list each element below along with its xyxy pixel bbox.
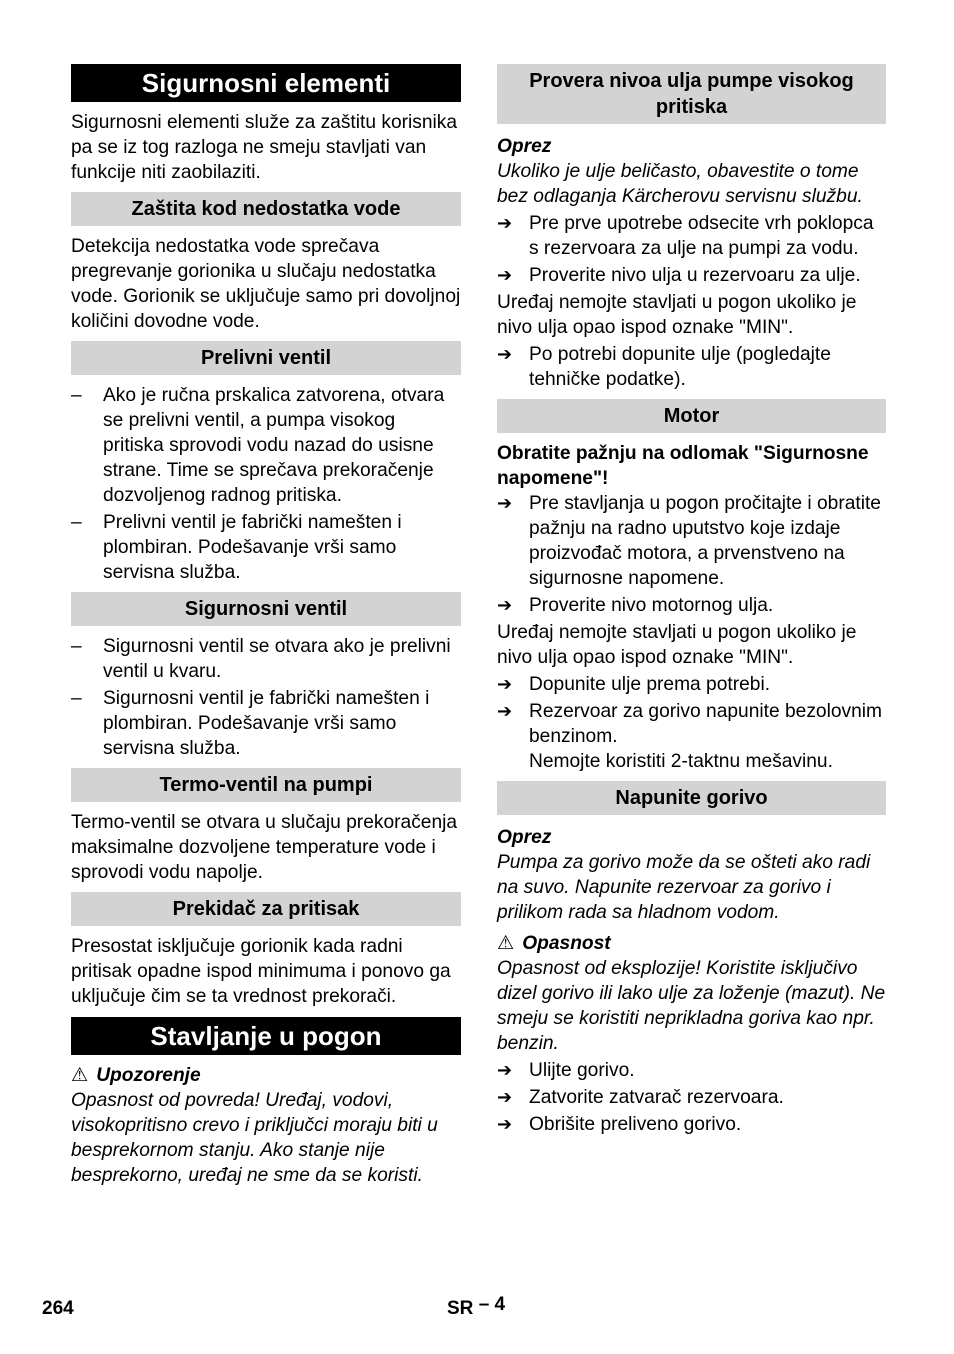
- step-item: ➔ Rezervoar za gorivo napunite bezolovnim benzinom.: [497, 701, 883, 747]
- arrow-icon: ➔: [497, 493, 513, 513]
- arrow-icon: ➔: [497, 674, 513, 694]
- dash-bullet: –: [71, 512, 82, 533]
- caution-label: Oprez: [497, 136, 552, 157]
- caution-text: Ukoliko je ulje beličasto, obavestite o tome bez odlaganja Kärcherovu servisnu službu.: [497, 161, 863, 207]
- arrow-icon: ➔: [497, 213, 513, 233]
- heading-sigurnosni-elementi: Sigurnosni elementi: [71, 64, 461, 102]
- arrow-icon: ➔: [497, 1060, 513, 1080]
- step-item: ➔ Pre stavljanja u pogon pročitajte i obratite pažnju na radno uputstvo koje izdaje proizvođač motora, a prvenstveno na sigurnosne napomene.: [497, 493, 881, 589]
- intro-text: Sigurnosni elementi služe za zaštitu korisnika pa se iz tog razloga ne smeju stavljati van funkcije niti zaobilaziti.: [71, 112, 458, 183]
- step-item: ➔ Zatvorite zatvarač rezervoara.: [497, 1087, 784, 1108]
- arrow-icon: ➔: [497, 1114, 513, 1134]
- prekidac-text: Presostat isključuje gorionik kada radni pritisak opadne ispod minimuma i ponovo ga uključuje čim se ta vrednost prekorači.: [71, 936, 451, 1007]
- heading-sigurnosni-ventil: Sigurnosni ventil: [71, 592, 461, 626]
- right-column: [497, 64, 886, 1139]
- language-code: SR: [447, 1298, 474, 1319]
- heading-prekidac: Prekidač za pritisak: [71, 892, 461, 926]
- list-item: – Sigurnosni ventil je fabrički namešten i plombiran. Podešavanje vrši samo servisna služba.: [71, 688, 430, 759]
- heading-prelivni-ventil: Prelivni ventil: [71, 341, 461, 375]
- warning-text: Opasnost od povreda! Uređaj, vodovi, visokopritisno crevo i priključci moraju biti u besprekornom stanju. Ako stanje nije besprekorno, uređaj ne sme da se koristi.: [71, 1090, 438, 1186]
- step-item: ➔ Po potrebi dopunite ulje (pogledajte tehničke podatke).: [497, 344, 831, 390]
- step-item: ➔ Proverite nivo motornog ulja.: [497, 595, 774, 616]
- page-number: 264: [42, 1298, 74, 1319]
- heading-motor: Motor: [497, 399, 886, 433]
- heading-termo-ventil: Termo-ventil na pumpi: [71, 768, 461, 802]
- dash-bullet: –: [71, 688, 82, 709]
- step-item: ➔ Obrišite preliveno gorivo.: [497, 1114, 742, 1135]
- step-item: ➔ Pre prve upotrebe odsecite vrh poklopca s rezervoara za ulje na pumpi za vodu.: [497, 213, 874, 259]
- motor-bold-note: Obratite pažnju na odlomak "Sigurnosne napomene"!: [497, 443, 869, 489]
- arrow-icon: ➔: [497, 595, 513, 615]
- heading-stavljanje-u-pogon: Stavljanje u pogon: [71, 1017, 461, 1055]
- provera-note: Uređaj nemojte stavljati u pogon ukoliko je nivo ulja opao ispod oznake "MIN".: [497, 292, 857, 338]
- step-item: ➔ Dopunite ulje prema potrebi.: [497, 674, 771, 695]
- heading-napunite-gorivo: Napunite gorivo: [497, 781, 886, 815]
- motor-note: Uređaj nemojte stavljati u pogon ukoliko je nivo ulja opao ispod oznake "MIN".: [497, 622, 857, 668]
- arrow-icon: ➔: [497, 701, 513, 721]
- danger-label: ⚠ Opasnost: [497, 933, 611, 954]
- termo-text: Termo-ventil se otvara u slučaju prekoračenja maksimalne dozvoljene temperature vode i sprovodi vodu napolje.: [71, 812, 458, 883]
- zastita-text: Detekcija nedostatka vode sprečava pregrevanje gorionika u slučaju nedostatka vode. Gorionik se uključuje samo pri dovoljnoj količini dovodne vode.: [71, 236, 461, 332]
- left-column: [71, 64, 461, 1188]
- dash-bullet: –: [71, 385, 82, 406]
- section-page: – 4: [478, 1294, 506, 1315]
- arrow-icon: ➔: [497, 344, 513, 364]
- caution-label: Oprez: [497, 827, 552, 848]
- step-item: ➔ Ulijte gorivo.: [497, 1060, 635, 1081]
- warning-icon: ⚠: [71, 1065, 89, 1086]
- arrow-icon: ➔: [497, 1087, 513, 1107]
- language-page-marker: [447, 1296, 505, 1321]
- heading-provera-ulja: Provera nivoa ulja pumpe visokog pritiska: [497, 64, 886, 124]
- step-item: ➔ Proverite nivo ulja u rezervoaru za ulje.: [497, 265, 861, 286]
- list-item: – Sigurnosni ventil se otvara ako je prelivni ventil u kvaru.: [71, 636, 451, 682]
- list-item: – Prelivni ventil je fabrički namešten i plombiran. Podešavanje vrši samo servisna služba.: [71, 512, 402, 583]
- list-item: – Ako je ručna prskalica zatvorena, otvara se prelivni ventil, a pumpa visokog pritiska sprovodi vodu nazad do usisne strane. Time se sprečava prekoračenje dozvoljenog radnog pritiska.: [71, 385, 445, 506]
- caution-text: Pumpa za gorivo može da se ošteti ako radi na suvo. Napunite rezervoar za gorivo i prilikom rada sa hladnom vodom.: [497, 852, 871, 923]
- heading-zastita: Zaštita kod nedostatka vode: [71, 192, 461, 226]
- motor-indent-note: Nemojte koristiti 2-taktnu mešavinu.: [529, 751, 833, 772]
- warning-label: ⚠ Upozorenje: [71, 1065, 201, 1086]
- dash-bullet: –: [71, 636, 82, 657]
- danger-text: Opasnost od eksplozije! Koristite isključivo dizel gorivo ili lako ulje za loženje (mazut). Ne smeju se koristiti neprikladna goriva kao npr. benzin.: [497, 958, 886, 1054]
- arrow-icon: ➔: [497, 265, 513, 285]
- warning-icon: ⚠: [497, 933, 515, 954]
